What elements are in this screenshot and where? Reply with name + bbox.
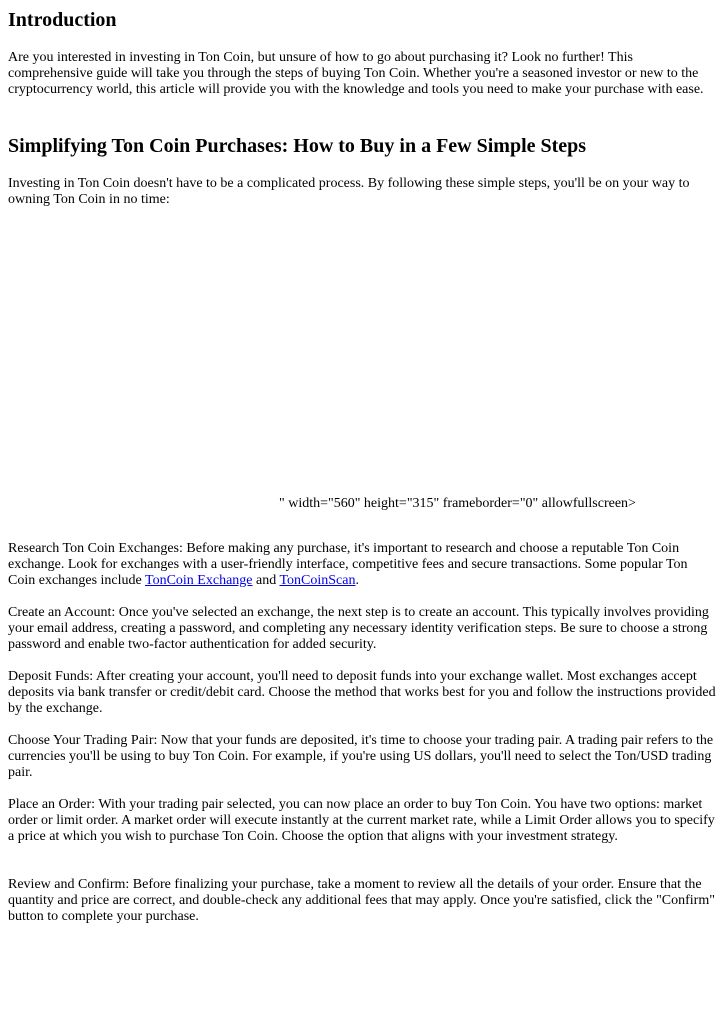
embed-residue-text: " width="560" height="315" frameborder="0" allowfullscreen> xyxy=(279,496,636,511)
toncoin-exchange-link[interactable]: TonCoin Exchange xyxy=(145,573,253,588)
step-research-period: . xyxy=(355,573,359,588)
step-deposit-paragraph: Deposit Funds: After creating your account, you'll need to deposit funds into your exchange wallet. Most exchanges accept deposits via bank transfer or credit/debit card. Choose the method that works best for you and follow the instructions provided by the exchange. xyxy=(8,669,716,716)
video-embed-area xyxy=(8,208,712,488)
intro-heading: Introduction xyxy=(8,9,117,31)
intro-paragraph: Are you interested in investing in Ton Coin, but unsure of how to go about purchasing it? Look no further! This comprehensive guide will take you through the steps of buying Ton Coin. Whether you're a seasoned investor or new to the cryptocurrency world, this article will provide you with the knowledge and tools you need to make your purchase with ease. xyxy=(8,50,704,97)
step-research-paragraph xyxy=(8,541,716,589)
toncoinscan-link[interactable]: TonCoinScan xyxy=(279,573,356,588)
step-research-text: Research Ton Coin Exchanges: Before making any purchase, it's important to research and choose a reputable Ton Coin exchange. Look for exchanges with a user-friendly interface, competitive fees and secure transactions. Some popular Ton Coin exchanges include xyxy=(8,541,688,588)
step-order-paragraph: Place an Order: With your trading pair selected, you can now place an order to buy Ton Coin. You have two options: market order or limit order. A market order will execute instantly at the current market rate, while a Limit Order allows you to specify a price at which you wish to purchase Ton Coin. Choose the option that aligns with your investment strategy. xyxy=(8,797,715,844)
step-account-paragraph: Create an Account: Once you've selected an exchange, the next step is to create an account. This typically involves providing your email address, creating a password, and completing any necessary identity verification steps. Be sure to choose a strong password and enable two-factor authentication for added security. xyxy=(8,605,709,652)
simplify-heading: Simplifying Ton Coin Purchases: How to Buy in a Few Simple Steps xyxy=(8,135,587,157)
simplify-paragraph: Investing in Ton Coin doesn't have to be a complicated process. By following these simple steps, you'll be on your way to owning Ton Coin in no time: xyxy=(8,176,690,207)
step-confirm-paragraph: Review and Confirm: Before finalizing your purchase, take a moment to review all the details of your order. Ensure that the quantity and price are correct, and double-check any additional fees that may apply. Once you're satisfied, click the "Confirm" button to complete your purchase. xyxy=(8,877,715,924)
step-research-and: and xyxy=(252,573,280,588)
step-pair-paragraph: Choose Your Trading Pair: Now that your funds are deposited, it's time to choose your trading pair. A trading pair refers to the currencies you'll be using to buy Ton Coin. For example, if you're using US dollars, you'll need to select the Ton/USD trading pair. xyxy=(8,733,714,780)
